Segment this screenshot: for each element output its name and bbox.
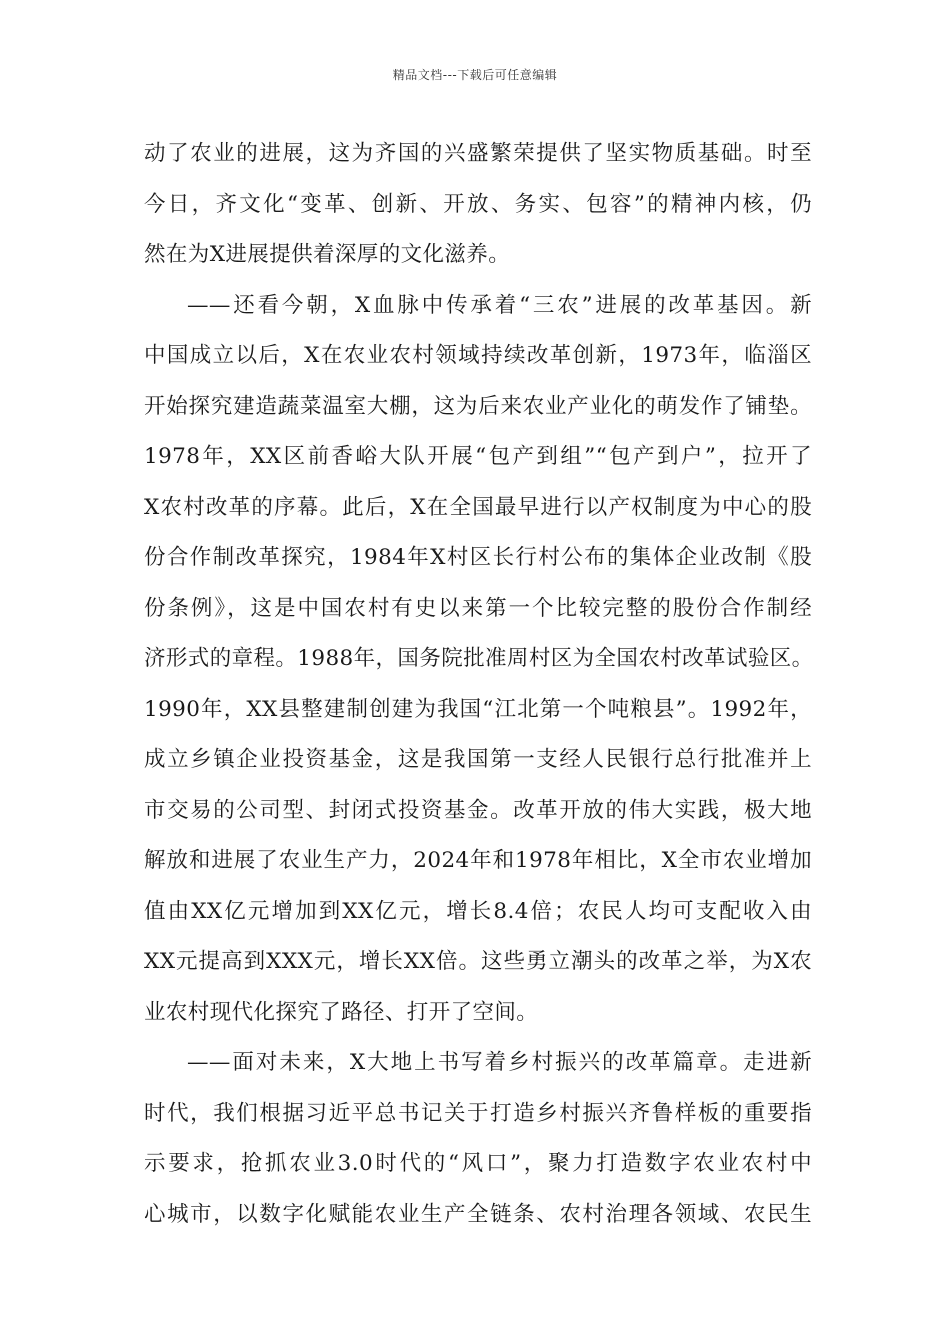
document-body (144, 129, 812, 1240)
text-line: 1990年，XX县整建制创建为我国“江北第一个吨粮县”。1992年， (144, 696, 812, 722)
text-line: 值由XX亿元增加到XX亿元，增长8.4倍；农民人均可支配收入由 (144, 898, 812, 924)
text-line: 份合作制改革探究，1984年X村区长行村公布的集体企业改制《股 (144, 545, 812, 570)
text-line: 心城市，以数字化赋能农业生产全链条、农村治理各领域、农民生 (144, 1201, 812, 1227)
text-line: 示要求，抢抓农业3.0时代的“风口”，聚力打造数字农业农村中 (144, 1151, 812, 1176)
text-line: XX元提高到XXX元，增长XX倍。这些勇立潮头的改革之举，为X农 (144, 949, 812, 974)
text-line: 今日，齐文化“变革、创新、开放、务实、包容”的精神内核，仍 (144, 191, 812, 217)
text-line: 济形式的章程。1988年，国务院批准周村区为全国农村改革试验区。 (144, 646, 814, 671)
paragraph-first-line: ——面对未来，X大地上书写着乡村振兴的改革篇章。走进新 (187, 1050, 812, 1075)
text-line: 市交易的公司型、封闭式投资基金。改革开放的伟大实践，极大地 (144, 797, 812, 823)
text-line: 份条例》，这是中国农村有史以来第一个比较完整的股份合作制经 (144, 595, 812, 621)
text-line: 开始探究建造蔬菜温室大棚，这为后来农业产业化的萌发作了铺垫。 (144, 393, 812, 419)
text-line: 动了农业的进展，这为齐国的兴盛繁荣提供了坚实物质基础。时至 (144, 141, 812, 166)
paragraph-first-line: ——还看今朝，X血脉中传承着“三农”进展的改革基因。新 (187, 292, 812, 318)
text-line: X农村改革的序幕。此后，X在全国最早进行以产权制度为中心的股 (144, 494, 812, 520)
page-header: 精品文档---下载后可任意编辑 (392, 68, 558, 82)
text-line: 时代，我们根据习近平总书记关于打造乡村振兴齐鲁样板的重要指 (144, 1100, 812, 1126)
text-line: 业农村现代化探究了路径、打开了空间。 (144, 999, 539, 1025)
text-line: 中国成立以后，X在农业农村领域持续改革创新，1973年，临淄区 (144, 343, 812, 368)
text-line: 然在为X进展提供着深厚的文化滋养。 (144, 242, 511, 267)
text-line: 成立乡镇企业投资基金，这是我国第一支经人民银行总行批准并上 (144, 747, 812, 772)
text-line: 1978年，XX区前香峪大队开展“包产到组”“包产到户”，拉开了 (144, 444, 812, 469)
text-line: 解放和进展了农业生产力，2024年和1978年相比，X全市农业增加 (144, 848, 812, 873)
